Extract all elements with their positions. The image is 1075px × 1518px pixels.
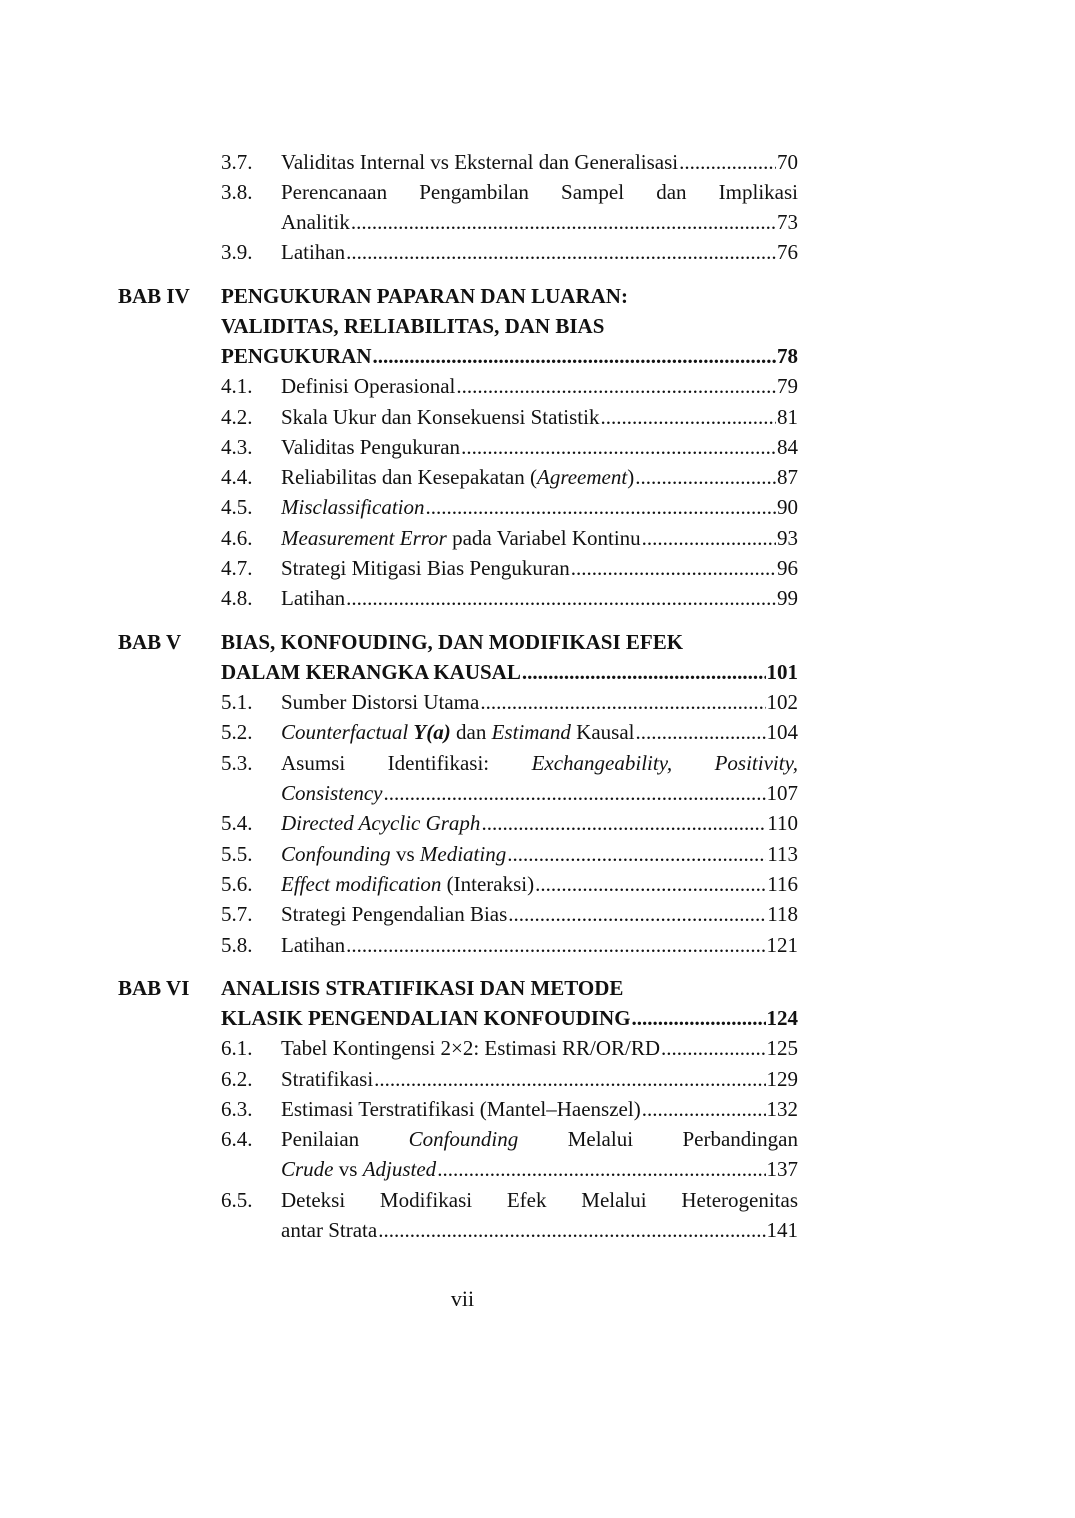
section-title: Directed Acyclic Graph ..... 110 (281, 808, 798, 838)
chapter-title-line-1: BIAS, KONFOUDING, DAN MODIFIKASI EFEK (221, 630, 684, 654)
section-title: Definisi Operasional ..... 79 (281, 371, 798, 401)
page-ref: 79 (777, 374, 798, 398)
page-ref: 78 (777, 344, 798, 368)
section-title: Reliabilitas dan Kesepakatan (Agreement) ..... 87 (281, 462, 798, 492)
toc-entry-6-1 (0, 1033, 1075, 1063)
chapter-5-heading-line-2 (0, 657, 1075, 687)
section-title: Misclassification ..... 90 (281, 492, 798, 522)
chapter-4-heading-line-3 (0, 341, 1075, 371)
section-number: 4.3. (221, 435, 253, 459)
chapter-title-line-1: PENGUKURAN PAPARAN DAN LUARAN: (221, 284, 628, 308)
toc-entry-3-9 (0, 237, 1075, 267)
chapter-label: BAB V (118, 630, 182, 654)
chapter-title-line-2: VALIDITAS, RELIABILITAS, DAN BIAS (221, 314, 605, 338)
section-number: 3.7. (221, 150, 253, 174)
toc-entry-4-7 (0, 553, 1075, 583)
page-ref: 113 (767, 842, 798, 866)
section-number: 4.4. (221, 465, 253, 489)
chapter-title-line-3: PENGUKURAN ..... 78 (221, 341, 798, 371)
section-number: 4.8. (221, 586, 253, 610)
section-title-cont: Crude vs Adjusted ..... 137 (281, 1154, 798, 1184)
section-title: Confounding vs Mediating ..... 113 (281, 839, 798, 869)
chapter-5-heading (0, 627, 1075, 657)
section-title: Strategi Pengendalian Bias ..... 118 (281, 899, 798, 929)
page-ref: 70 (777, 150, 798, 174)
section-title: Sumber Distorsi Utama ..... 102 (281, 687, 798, 717)
section-number: 5.3. (221, 751, 253, 775)
section-number: 5.8. (221, 933, 253, 957)
page-ref: 121 (766, 933, 798, 957)
section-title-cont: Consistency ..... 107 (281, 778, 798, 808)
chapter-label: BAB VI (118, 976, 190, 1000)
page-ref: 118 (767, 902, 798, 926)
toc-entry-4-1 (0, 371, 1075, 401)
toc-entry-6-3 (0, 1094, 1075, 1124)
page-ref: 107 (766, 781, 798, 805)
toc-entry-4-2 (0, 402, 1075, 432)
section-title: Effect modification (Interaksi) ..... 116 (281, 869, 798, 899)
section-title: Validitas Pengukuran ..... 84 (281, 432, 798, 462)
section-number: 4.6. (221, 526, 253, 550)
section-number: 5.7. (221, 902, 253, 926)
toc-entry-3-8 (0, 177, 1075, 207)
section-title: Strategi Mitigasi Bias Pengukuran ..... 96 (281, 553, 798, 583)
toc-entry-4-6 (0, 523, 1075, 553)
page-ref: 104 (766, 720, 798, 744)
section-number: 6.1. (221, 1036, 253, 1060)
section-number: 6.4. (221, 1127, 253, 1151)
math-expression: Y(a) (413, 720, 451, 744)
toc-entry-4-4 (0, 462, 1075, 492)
section-title-cont: antar Strata ..... 141 (281, 1215, 798, 1245)
section-title: Latihan ..... 99 (281, 583, 798, 613)
toc-entry-5-1 (0, 687, 1075, 717)
page-ref: 87 (777, 465, 798, 489)
section-number: 6.3. (221, 1097, 253, 1121)
section-number: 5.6. (221, 872, 253, 896)
chapter-label: BAB IV (118, 284, 190, 308)
section-title: Asumsi Identifikasi: Exchangeability, Positivity, (281, 751, 798, 775)
page-ref: 93 (777, 526, 798, 550)
section-title: Deteksi Modifikasi Efek Melalui Heterogenitas (281, 1188, 798, 1212)
section-title: Perencanaan Pengambilan Sampel dan Implikasi (281, 180, 798, 204)
chapter-4-heading (0, 281, 1075, 311)
page-ref: 141 (766, 1218, 798, 1242)
section-title: Validitas Internal vs Eksternal dan Generalisasi ..... 70 (281, 147, 798, 177)
section-title: Measurement Error pada Variabel Kontinu ..... 93 (281, 523, 798, 553)
section-title-cont: Analitik ..... 73 (281, 207, 798, 237)
toc-entry-6-2 (0, 1064, 1075, 1094)
toc-entry-5-4 (0, 808, 1075, 838)
section-title: Counterfactual Y(a) dan Estimand Kausal ..... 104 (281, 717, 798, 747)
section-title: Latihan ..... 76 (281, 237, 798, 267)
page-ref: 124 (766, 1006, 798, 1030)
page-ref: 116 (767, 872, 798, 896)
page-ref: 73 (777, 210, 798, 234)
section-number: 3.8. (221, 180, 253, 204)
chapter-title-line-2: DALAM KERANGKA KAUSAL ..... 101 (221, 657, 798, 687)
section-title: Latihan ..... 121 (281, 930, 798, 960)
page-ref: 90 (777, 495, 798, 519)
page-ref: 76 (777, 240, 798, 264)
toc-entry-3-7 (0, 147, 1075, 177)
page-ref: 99 (777, 586, 798, 610)
page-ref: 101 (766, 660, 798, 684)
section-number: 4.7. (221, 556, 253, 580)
chapter-title-line-2: KLASIK PENGENDALIAN KONFOUDING ..... 124 (221, 1003, 798, 1033)
toc-entry-4-8 (0, 583, 1075, 613)
section-number: 5.5. (221, 842, 253, 866)
toc-entry-6-4-cont (0, 1154, 1075, 1184)
section-title: Tabel Kontingensi 2×2: Estimasi RR/OR/RD ..... 125 (281, 1033, 798, 1063)
section-number: 5.4. (221, 811, 253, 835)
toc-entry-6-4 (0, 1124, 1075, 1154)
section-title: Stratifikasi ..... 129 (281, 1064, 798, 1094)
section-title: Estimasi Terstratifikasi (Mantel–Haenszel) ..... 132 (281, 1094, 798, 1124)
section-number: 5.1. (221, 690, 253, 714)
section-number: 6.5. (221, 1188, 253, 1212)
toc-entry-4-5 (0, 492, 1075, 522)
page-ref: 125 (766, 1036, 798, 1060)
chapter-6-heading-line-2 (0, 1003, 1075, 1033)
page-ref: 129 (766, 1067, 798, 1091)
page-ref: 81 (777, 405, 798, 429)
toc-entry-5-7 (0, 899, 1075, 929)
toc-entry-3-8-cont (0, 207, 1075, 237)
section-number: 5.2. (221, 720, 253, 744)
page-ref: 110 (767, 811, 798, 835)
page-ref: 96 (777, 556, 798, 580)
page-ref: 132 (766, 1097, 798, 1121)
toc-entry-4-3 (0, 432, 1075, 462)
toc-entry-6-5 (0, 1185, 1075, 1215)
page-ref: 102 (766, 690, 798, 714)
section-number: 6.2. (221, 1067, 253, 1091)
page-number: vii (450, 1286, 475, 1311)
toc-entry-5-6 (0, 869, 1075, 899)
section-number: 3.9. (221, 240, 253, 264)
section-number: 4.1. (221, 374, 253, 398)
toc-entry-5-3-cont (0, 778, 1075, 808)
section-number: 4.5. (221, 495, 253, 519)
toc-entry-5-5 (0, 839, 1075, 869)
page-ref: 84 (777, 435, 798, 459)
section-title: Skala Ukur dan Konsekuensi Statistik ..... 81 (281, 402, 798, 432)
toc-entry-5-2 (0, 717, 1075, 747)
page-ref: 137 (766, 1157, 798, 1181)
chapter-4-heading-line-2 (0, 311, 1075, 341)
section-title: Penilaian Confounding Melalui Perbandingan (281, 1127, 798, 1151)
section-number: 4.2. (221, 405, 253, 429)
chapter-title-line-1: ANALISIS STRATIFIKASI DAN METODE (221, 976, 624, 1000)
toc-entry-5-8 (0, 930, 1075, 960)
toc-entry-5-3 (0, 748, 1075, 778)
toc-entry-6-5-cont (0, 1215, 1075, 1245)
chapter-6-heading (0, 973, 1075, 1003)
